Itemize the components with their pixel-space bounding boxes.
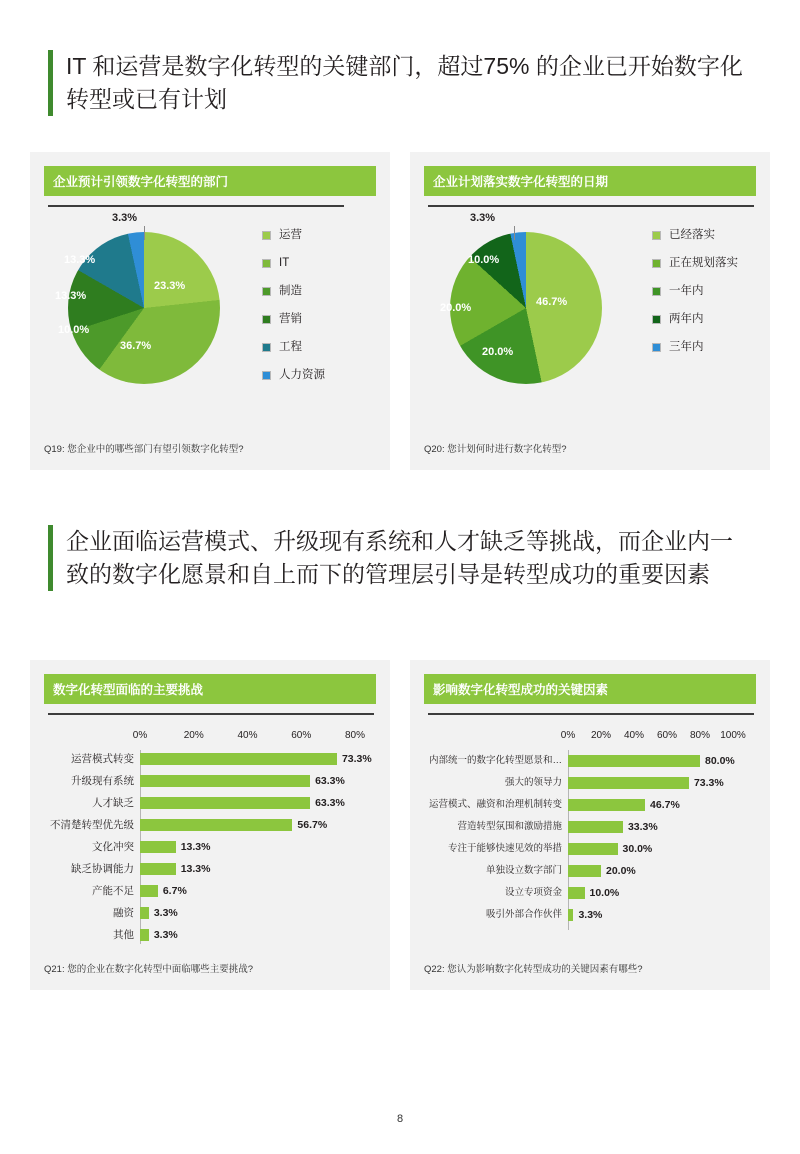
- x-tick: 60%: [656, 730, 678, 741]
- bar-category: 单独设立数字部门: [485, 865, 562, 876]
- bar-category: 缺乏协调能力: [71, 863, 134, 875]
- legend-item: [262, 312, 325, 327]
- pie-label-q20-one-year: 20.0%: [482, 346, 514, 358]
- legend-q20: [652, 228, 738, 368]
- bar-row: [504, 776, 733, 790]
- bar-value: 73.3%: [693, 777, 724, 789]
- legend-swatch-icon: [262, 287, 271, 296]
- bar-category: 其他: [113, 929, 134, 941]
- chart-panel-q22: [410, 660, 770, 990]
- panel-title-q22: 影响数字化转型成功的关键因素: [424, 674, 756, 704]
- bar-fill: [140, 863, 176, 875]
- bar-value: 73.3%: [341, 753, 372, 765]
- bar-category: 升级现有系统: [71, 775, 134, 787]
- bar-row: [447, 842, 733, 856]
- divider: [48, 713, 374, 715]
- bar-category: 融资: [113, 907, 134, 919]
- bar-value: 13.3%: [180, 863, 211, 875]
- x-tick: 40%: [237, 730, 258, 741]
- bar-value: 46.7%: [650, 799, 680, 811]
- bar-category: 设立专项资金: [504, 887, 562, 898]
- legend-swatch-icon: [262, 315, 271, 324]
- chart-panel-q21: [30, 660, 390, 990]
- footnote-q20: Q20: 您计划何时进行数字化转型?: [424, 444, 567, 455]
- bar-category: 强大的领导力: [504, 777, 562, 788]
- bar-fill: [140, 907, 149, 919]
- bar-category: 营造转型氛围和激励措施: [457, 821, 562, 832]
- legend-q19: [262, 228, 325, 396]
- legend-swatch-icon: [652, 287, 661, 296]
- bar-row: [485, 908, 733, 922]
- x-tick: 0%: [132, 730, 148, 741]
- divider: [48, 205, 344, 207]
- section-title-2: 企业面临运营模式、升级现有系统和人才缺乏等挑战，而企业内一致的数字化愿景和自上而下的管理层引导是转型成功的重要因素: [66, 528, 733, 587]
- x-axis-q21: [132, 730, 366, 744]
- bar-row: [92, 884, 355, 898]
- pie-label-q19-marketing: 13.3%: [55, 290, 87, 302]
- bar-fill: [140, 797, 310, 809]
- legend-swatch-icon: [652, 231, 661, 240]
- legend-swatch-icon: [262, 231, 271, 240]
- pie-label-q20-three-years: 3.3%: [470, 212, 496, 224]
- legend-item: [262, 284, 325, 299]
- legend-swatch-icon: [262, 371, 271, 380]
- x-tick: 100%: [720, 730, 746, 741]
- bar-category: 运营模式转变: [71, 753, 134, 765]
- bar-fill: [140, 885, 158, 897]
- pie-label-q19-manufacturing: 10.0%: [58, 324, 90, 336]
- bar-category: 产能不足: [92, 885, 134, 897]
- leader-line: [514, 226, 515, 240]
- legend-item: [652, 284, 738, 299]
- legend-label: 运营: [279, 229, 302, 241]
- legend-label: 营销: [279, 313, 302, 325]
- x-tick: 0%: [560, 730, 576, 741]
- pie-chart-q19: [50, 212, 240, 398]
- legend-item: [652, 312, 738, 327]
- bar-fill: [140, 841, 176, 853]
- bar-category: 专注于能够快速见效的举措: [447, 843, 562, 854]
- legend-label: 已经落实: [669, 229, 715, 241]
- bar-value: 30.0%: [622, 843, 653, 855]
- bar-value: 63.3%: [315, 797, 345, 809]
- bar-value: 13.3%: [180, 841, 211, 853]
- page-number: 8: [396, 1113, 404, 1125]
- bar-value: 20.0%: [606, 865, 636, 877]
- x-tick: 60%: [291, 730, 312, 741]
- legend-label: IT: [279, 257, 290, 269]
- panel-title-q21: 数字化转型面临的主要挑战: [44, 674, 376, 704]
- bar-value: 6.7%: [162, 885, 187, 897]
- panel-title-q19: 企业预计引领数字化转型的部门: [44, 166, 376, 196]
- pie-label-q19-engineering: 13.3%: [64, 254, 96, 266]
- bar-value: 3.3%: [578, 909, 603, 921]
- footnote-q19: Q19: 您企业中的哪些部门有望引领数字化转型?: [44, 444, 244, 455]
- divider: [428, 205, 754, 207]
- bar-value: 56.7%: [297, 819, 328, 831]
- legend-label: 制造: [279, 285, 302, 297]
- bar-row: [71, 862, 355, 876]
- pie-label-q20-two-years: 10.0%: [468, 254, 500, 266]
- bar-fill: [568, 843, 618, 855]
- bar-category: 文化冲突: [92, 841, 134, 853]
- section-heading-1: [48, 50, 748, 116]
- bar-row: [428, 754, 735, 768]
- bar-fill: [140, 775, 310, 787]
- bar-value: 10.0%: [589, 887, 620, 899]
- x-axis-q22: [560, 730, 746, 744]
- legend-label: 人力资源: [279, 369, 325, 381]
- legend-swatch-icon: [262, 259, 271, 268]
- bar-row: [485, 864, 733, 878]
- legend-label: 三年内: [669, 341, 704, 353]
- bar-row: [92, 796, 355, 810]
- legend-label: 正在规划落实: [669, 257, 738, 269]
- bar-category: 运营模式、融资和治理机制转变: [428, 799, 562, 810]
- legend-swatch-icon: [262, 343, 271, 352]
- legend-item: [262, 256, 325, 271]
- legend-item: [652, 228, 738, 243]
- bar-value: 80.0%: [705, 755, 735, 767]
- section-title-1: IT 和运营是数字化转型的关键部门，超过75% 的企业已开始数字化转型或已有计划: [66, 53, 743, 112]
- bar-fill: [568, 755, 700, 767]
- section-heading-2: [48, 525, 748, 591]
- legend-swatch-icon: [652, 259, 661, 268]
- bar-value: 3.3%: [153, 907, 178, 919]
- panel-title-q20: 企业计划落实数字化转型的日期: [424, 166, 756, 196]
- bar-category: 内部统一的数字化转型愿景和…: [428, 755, 562, 766]
- legend-label: 两年内: [669, 313, 704, 325]
- bar-fill: [568, 865, 601, 877]
- bar-row: [92, 840, 355, 854]
- bar-category: 人才缺乏: [92, 797, 134, 809]
- bar-fill: [140, 929, 149, 941]
- bar-value: 33.3%: [627, 821, 658, 833]
- legend-item: [262, 228, 325, 243]
- footnote-q22: Q22: 您认为影响数字化转型成功的关键因素有哪些?: [424, 964, 643, 975]
- bar-row: [50, 818, 355, 832]
- footnote-q21: Q21: 您的企业在数字化转型中面临哪些主要挑战?: [44, 964, 254, 975]
- pie-label-q19-operations: 23.3%: [154, 280, 186, 292]
- bar-category: 不清楚转型优先级: [50, 819, 134, 831]
- x-tick: 20%: [590, 730, 612, 741]
- bar-value: 3.3%: [153, 929, 178, 941]
- bar-row: [113, 928, 355, 942]
- chart-panel-q19: [30, 152, 390, 470]
- bar-value: 63.3%: [315, 775, 345, 787]
- bar-category: 吸引外部合作伙伴: [485, 909, 562, 920]
- bar-row: [504, 886, 733, 900]
- pie-chart-q20: [428, 212, 628, 398]
- legend-label: 工程: [279, 341, 302, 353]
- bar-row: [428, 798, 733, 812]
- chart-panel-q20: [410, 152, 770, 470]
- legend-item: [262, 368, 325, 383]
- bar-fill: [140, 753, 337, 765]
- pie-label-q20-implemented: 46.7%: [536, 296, 568, 308]
- legend-item: [652, 256, 738, 271]
- legend-label: 一年内: [669, 285, 704, 297]
- x-tick: 20%: [183, 730, 204, 741]
- bar-fill: [140, 819, 292, 831]
- bar-fill: [568, 799, 645, 811]
- bar-row: [71, 752, 372, 766]
- x-tick: 40%: [623, 730, 645, 741]
- bar-row: [457, 820, 733, 834]
- pie-label-q20-planning: 20.0%: [440, 302, 472, 314]
- legend-item: [262, 340, 325, 355]
- bar-row: [71, 774, 355, 788]
- bar-fill: [568, 821, 623, 833]
- divider: [428, 713, 754, 715]
- pie-label-q19-it: 36.7%: [120, 340, 152, 352]
- leader-line: [144, 226, 145, 240]
- bar-fill: [568, 777, 689, 789]
- legend-swatch-icon: [652, 315, 661, 324]
- x-tick: 80%: [344, 730, 366, 741]
- x-tick: 80%: [689, 730, 711, 741]
- bar-row: [113, 906, 355, 920]
- legend-item: [652, 340, 738, 355]
- pie-label-q19-hr: 3.3%: [112, 212, 138, 224]
- bar-fill: [568, 887, 585, 899]
- legend-swatch-icon: [652, 343, 661, 352]
